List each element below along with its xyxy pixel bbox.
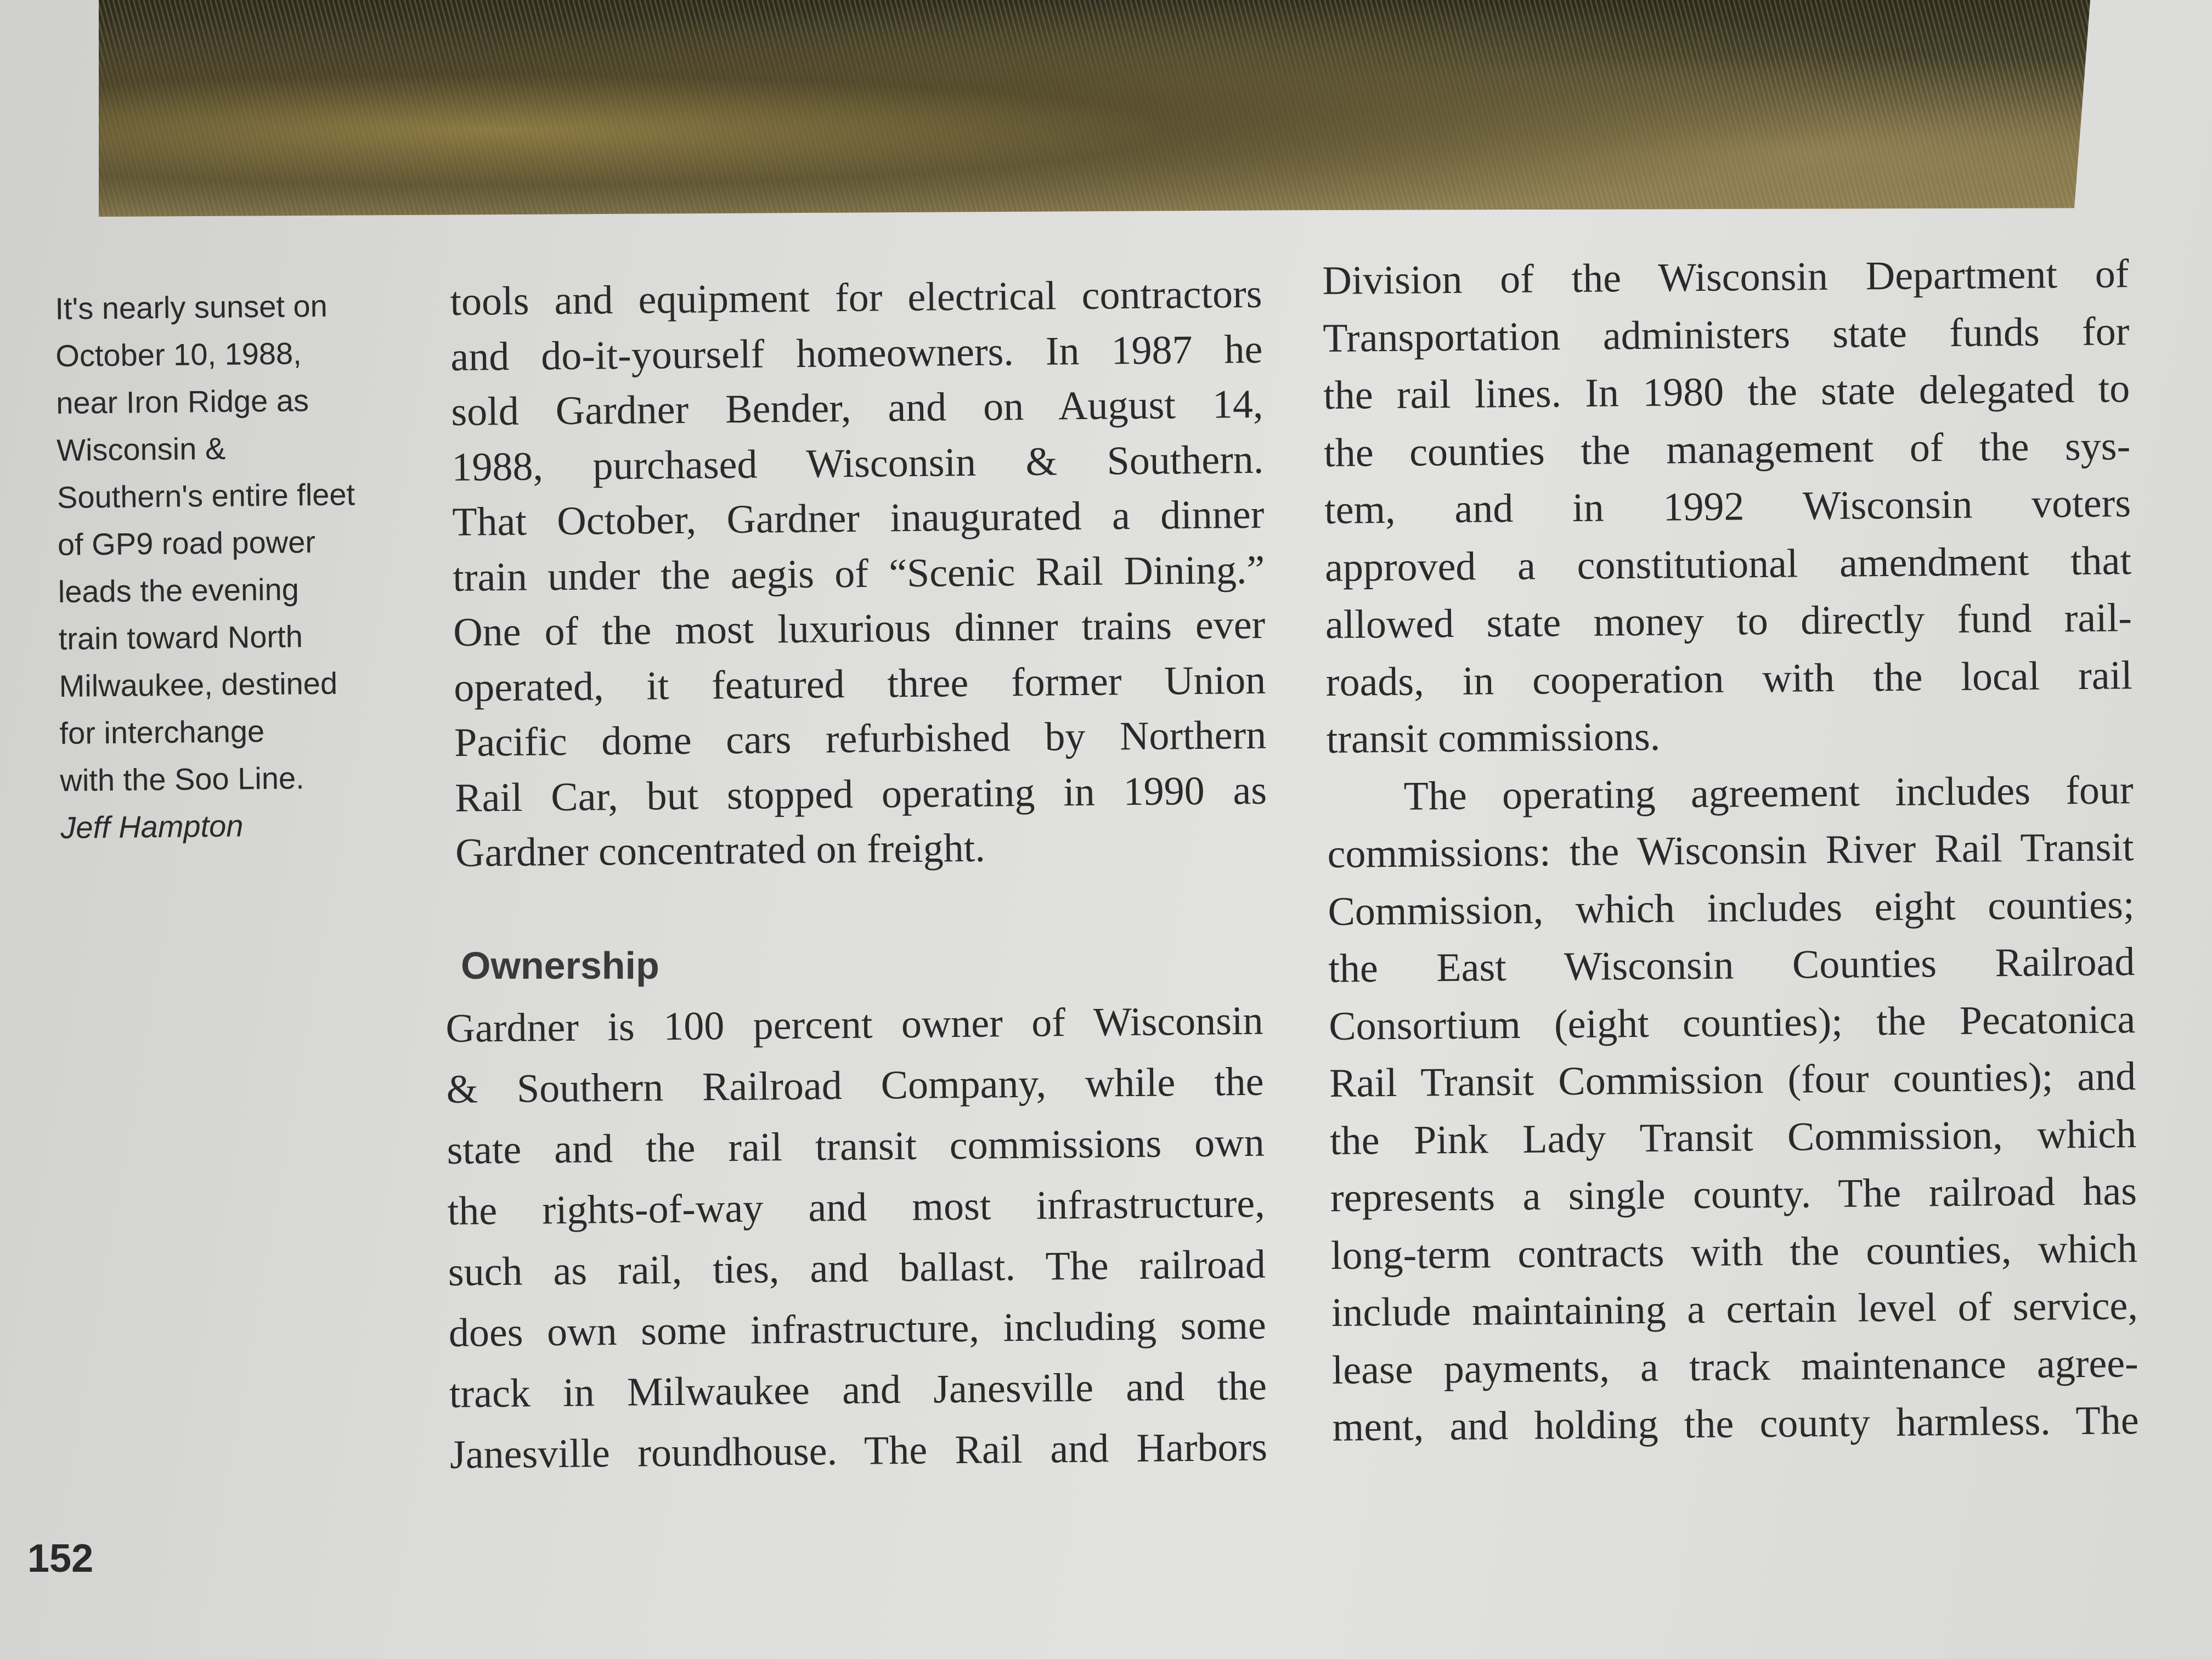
text-line: and do-it-yourself homeowners. In 1987 he — [450, 326, 1263, 380]
caption-line: It's nearly sunset on — [55, 288, 328, 326]
text-line: Rail Car, but stopped operating in 1990 as — [454, 768, 1267, 821]
text-line: Rail Transit Commission (four counties); and — [1329, 1054, 2136, 1106]
photo-credit: Jeff Hampton — [60, 808, 244, 845]
caption-line: train toward North — [58, 619, 303, 656]
text-line: operated, it featured three former Union — [453, 657, 1266, 710]
landscape-photo — [99, 0, 2090, 217]
text-line: roads, in cooperation with the local rail — [1325, 652, 2133, 705]
caption-line: October 10, 1988, — [55, 336, 302, 373]
text-line: the East Wisconsin Counties Railroad — [1328, 939, 2135, 991]
section-heading: Ownership — [461, 944, 659, 987]
text-line: tools and equipment for electrical contractors — [450, 271, 1262, 324]
text-line: ment, and holding the county harmless. The — [1332, 1398, 2139, 1450]
caption-line: near Iron Ridge as — [55, 383, 309, 420]
text-line: the rights-of-way and most infrastructure, — [447, 1181, 1266, 1234]
body-column-left-bottom — [445, 991, 1267, 1486]
text-line: the rail lines. In 1980 the state delegated to — [1323, 366, 2130, 418]
text-line: approved a constitutional amendment that — [1324, 538, 2132, 590]
text-line: the Pink Lady Transit Commission, which — [1329, 1111, 2137, 1164]
caption-line: with the Soo Line. — [60, 760, 304, 798]
caption-line: Wisconsin & — [56, 431, 226, 467]
text-line: Consortium (eight counties); the Pecatonica — [1328, 996, 2136, 1049]
text-line: Division of the Wisconsin Department of — [1322, 251, 2129, 303]
text-line: Transportation administers state funds for — [1323, 308, 2130, 361]
text-line: represents a single county. The railroad has — [1330, 1169, 2137, 1221]
text-line: lease payments, a track maintenance agree- — [1331, 1340, 2139, 1393]
caption-line: of GP9 road power — [57, 524, 316, 562]
text-line: That October, Gardner inaugurated a dinner — [452, 492, 1265, 545]
text-line: The operating agreement includes four — [1403, 767, 2134, 819]
text-line: train under the aegis of “Scenic Rail Dining.” — [452, 547, 1265, 600]
text-line: does own some infrastructure, including some — [448, 1302, 1267, 1356]
text-line: Gardner is 100 percent owner of Wisconsin — [445, 998, 1263, 1051]
caption-line: leads the evening — [58, 572, 300, 609]
text-line: state and the rail transit commissions own — [447, 1120, 1265, 1173]
text-line: Gardner concentrated on freight. — [455, 825, 986, 876]
text-line: & Southern Railroad Company, while the — [446, 1059, 1264, 1112]
page-number: 152 — [27, 1537, 94, 1581]
body-column-left-top — [450, 267, 1268, 881]
text-line: Janesville roundhouse. The Rail and Harbors — [449, 1424, 1268, 1477]
text-line: 1988, purchased Wisconsin & Southern. — [451, 437, 1264, 490]
caption-line: for interchange — [59, 714, 265, 751]
text-line: tem, and in 1992 Wisconsin voters — [1324, 481, 2131, 533]
text-line: long-term contracts with the counties, which — [1330, 1226, 2138, 1278]
text-line: commissions: the Wisconsin River Rail Transit — [1327, 825, 2134, 877]
text-line: include maintaining a certain level of service, — [1331, 1283, 2138, 1335]
text-line: transit commissions. — [1326, 714, 1661, 762]
caption-line: Milwaukee, destined — [59, 665, 338, 703]
text-line: One of the most luxurious dinner trains ever — [453, 602, 1266, 655]
text-line: such as rail, ties, and ballast. The railroad — [448, 1242, 1266, 1295]
body-column-right — [1322, 245, 2139, 1456]
text-line: Commission, which includes eight counties; — [1328, 882, 2135, 934]
text-line: allowed state money to directly fund rail- — [1325, 595, 2132, 647]
caption-line: Southern's entire fleet — [57, 477, 356, 515]
text-line: Pacific dome cars refurbished by Northern — [454, 712, 1267, 765]
photo-caption — [55, 281, 412, 851]
text-line: sold Gardner Bender, and on August 14, — [451, 381, 1263, 435]
text-line: the counties the management of the sys- — [1323, 423, 2131, 476]
text-line: track in Milwaukee and Janesville and the — [449, 1363, 1267, 1417]
